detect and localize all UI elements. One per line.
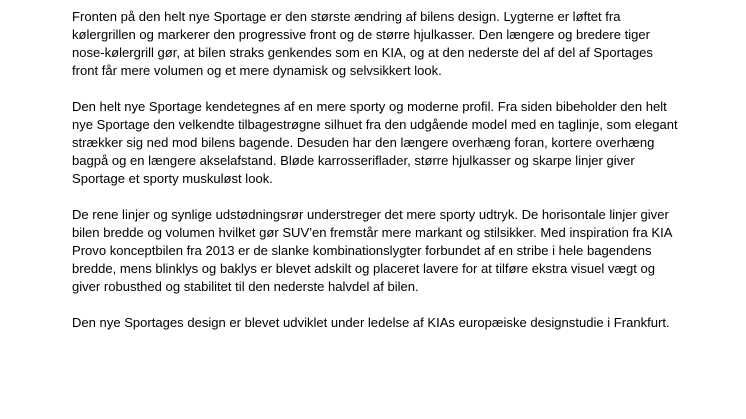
paragraph-profile: Den helt nye Sportage kendetegnes af en mere sporty og moderne profil. Fra siden bibeholder den helt nye Sportage den velkendte tilbagestrøgne silhuet fra den udgående model med en taglinje, som elegant strækker sig ned mod bilens bagende. Desuden har den længere overhæng foran, kortere overhæng bagpå og en længere akselafstand. Bløde karrosseriflader, større hjulkasser og skarpe linjer giver Sportage et sporty muskuløst look.	[72, 99, 678, 186]
paragraph-front-design: Fronten på den helt nye Sportage er den største ændring af bilens design. Lygterne er løftet fra kølergrillen og markerer den progressive front og de større hjulkasser. Den længere og bredere tiger nose-kølergrill gør, at bilen straks genkendes som en KIA, og at den nederste del af del af Sportages front får mere volumen og et mere dynamisk og selvsikkert look.	[72, 9, 653, 78]
paragraph-design-studio: Den nye Sportages design er blevet udviklet under ledelse af KIAs europæiske designstudie i Frankfurt.	[72, 315, 670, 330]
document-body	[72, 8, 678, 350]
paragraph-rear-design: De rene linjer og synlige udstødningsrør understreger det mere sporty udtryk. De horisontale linjer giver bilen bredde og volumen hvilket gør SUV’en fremstår mere markant og stilsikker. Med inspiration fra KIA Provo konceptbilen fra 2013 er de slanke kombinationslygter forbundet af en stribe i hele bagendens bredde, mens blinklys og baklys er blevet adskilt og placeret lavere for at tilføre ekstra visuel vægt og giver robusthed og stabilitet til den nederste halvdel af bilen.	[72, 207, 672, 294]
